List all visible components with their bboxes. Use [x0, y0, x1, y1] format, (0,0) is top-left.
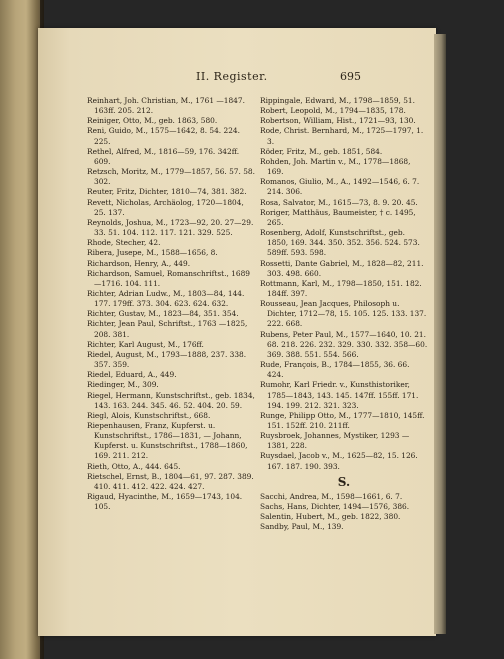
index-entry: Sacchi, Andrea, M., 1598—1661, 6. 7.	[260, 491, 403, 501]
index-entry: Rippingale, Edward, M., 1798—1859, 51.	[260, 96, 415, 105]
index-entry: Richardson, Henry, A., 449.	[87, 258, 191, 268]
index-entry: Rude, François, B., 1784—1855, 36. 66. 424.	[260, 360, 410, 380]
index-entry: Rosa, Salvator, M., 1615—73, 8. 9. 20. 45.	[260, 197, 418, 207]
index-entry: Riedel, Eduard, A., 449.	[87, 370, 177, 380]
index-entry: Richter, Gustav, M., 1823—84, 351. 354.	[87, 309, 239, 319]
page-stack-edge	[434, 34, 446, 634]
index-entry: Reni, Guido, M., 1575—1642, 8. 54. 224. 225.	[87, 126, 240, 146]
index-entry: Ruysdael, Jacob v., M., 1625—82, 15. 126. 167. 187. 190. 393.	[260, 451, 418, 471]
index-entry: Revett, Nicholas, Archäolog, 1720—1804, 25. 137.	[87, 197, 244, 217]
index-entry: Rethel, Alfred, M., 1816—59, 176. 342ff. 609.	[87, 146, 240, 166]
running-head: II. Register.	[196, 70, 268, 83]
index-entry: Romanos, Giulio, M., A., 1492—1546, 6. 7. 214. 306.	[260, 177, 420, 197]
index-entry: Rousseau, Jean Jacques, Philosoph u. Dichter, 1712—78, 15. 105. 125. 133. 137. 222. 668.	[260, 299, 427, 329]
index-entry: Richter, Karl August, M., 176ff.	[87, 339, 204, 349]
page-header	[38, 70, 436, 86]
index-entry: Richardson, Samuel, Romanschriftst., 1689—1716. 104. 111.	[87, 268, 250, 288]
index-entry: Robertson, William, Hist., 1721—93, 130.	[260, 116, 416, 126]
index-entry: Rossetti, Dante Gabriel, M., 1828—82, 211. 303. 498. 660.	[260, 258, 424, 278]
index-entry: Salentin, Hubert, M., geb. 1822, 380.	[260, 512, 401, 522]
index-entry: Sachs, Hans, Dichter, 1494—1576, 386.	[260, 501, 410, 511]
index-entry: Rhode, Stecher, 42.	[87, 238, 161, 248]
index-entry: Rieth, Otto, A., 444. 645.	[87, 461, 181, 471]
index-column-left	[87, 96, 255, 512]
index-entry: Richter, Adrian Ludw., M., 1803—84, 144. 177. 179ff. 373. 304. 623. 624. 632.	[87, 288, 245, 309]
index-entry: Riegl, Alois, Kunstschriftst., 668.	[87, 410, 211, 420]
index-entry: Rosenberg, Adolf, Kunstschriftst., geb. 1850, 169. 344. 350. 352. 356. 524. 573. 589ff. 593. 598.	[260, 228, 420, 258]
index-entry: Reinhart, Joh. Christian, M., 1761 —1847. 163ff. 205. 212.	[87, 96, 245, 116]
index-entry: Reuter, Fritz, Dichter, 1810—74, 381. 382.	[87, 187, 247, 197]
index-entry: Richter, Jean Paul, Schriftst., 1763 —1825, 208. 381.	[87, 319, 248, 339]
index-entry: Riedel, August, M., 1793—1888, 237. 338. 357. 359.	[87, 349, 247, 370]
index-entry: Rottmann, Karl, M., 1798—1850, 151. 182. 184ff. 397.	[260, 278, 422, 298]
index-entry: Robert, Leopold, M., 1794—1835, 178.	[260, 106, 406, 116]
index-entry: Riegel, Hermann, Kunstschriftst., geb. 1834, 143. 163. 244. 345. 46. 52. 404. 20. 59.	[87, 390, 255, 410]
index-entry: Ruysbroek, Johannes, Mystiker, 1293 —1381, 228.	[260, 431, 410, 451]
index-entry: Sandby, Paul, M., 139.	[260, 522, 344, 532]
index-entry: Rohden, Joh. Martin v., M., 1778—1868, 169.	[260, 156, 411, 177]
index-entry: Runge, Philipp Otto, M., 1777—1810, 145ff. 151. 152ff. 210. 211ff.	[260, 410, 425, 430]
index-entry: Retzsch, Moritz, M., 1779—1857, 56. 57. 58. 302.	[87, 167, 255, 187]
index-entry: Rietschel, Ernst, B., 1804—61, 97. 287. 389. 410. 411. 412. 422. 424. 427.	[87, 471, 254, 491]
section-letter-s: S.	[337, 474, 351, 489]
index-entry: Ribera, Jusepe, M., 1588—1656, 8.	[87, 248, 218, 258]
index-column-right	[260, 96, 428, 532]
index-entry: Rigaud, Hyacinthe, M., 1659—1743, 104. 105.	[87, 492, 243, 512]
index-entry: Rode, Christ. Bernhard, M., 1725—1797, 1. 3.	[260, 126, 424, 146]
index-entry: Riepenhausen, Franz, Kupferst. u. Kunstschriftst., 1786—1831, — Johann, Kupferst. u. Kunstschriftst., 1788—1860, 169. 211. 212.	[87, 421, 248, 461]
index-entry: Röder, Fritz, M., geb. 1851, 584.	[260, 146, 383, 156]
index-entry: Reiniger, Otto, M., geb. 1863, 580.	[87, 116, 218, 126]
index-entry: Reynolds, Joshua, M., 1723—92, 20. 27—29. 33. 51. 104. 112. 117. 121. 329. 525.	[87, 217, 254, 238]
index-entry: Rumohr, Karl Friedr. v., Kunsthistoriker, 1785—1843, 143. 145. 147ff. 155ff. 171. 194. 199. 212. 321. 323.	[260, 380, 419, 410]
index-entry: Roriger, Matthäus, Baumeister, † c. 1495, 265.	[260, 207, 416, 227]
page-number: 695	[340, 70, 361, 83]
index-entry: Rubens, Peter Paul, M., 1577—1640, 10. 21. 68. 218. 226. 232. 329. 330. 332. 358—60. 369. 388. 551. 554. 566.	[260, 329, 428, 359]
index-entry: Riedinger, M., 309.	[87, 380, 159, 390]
